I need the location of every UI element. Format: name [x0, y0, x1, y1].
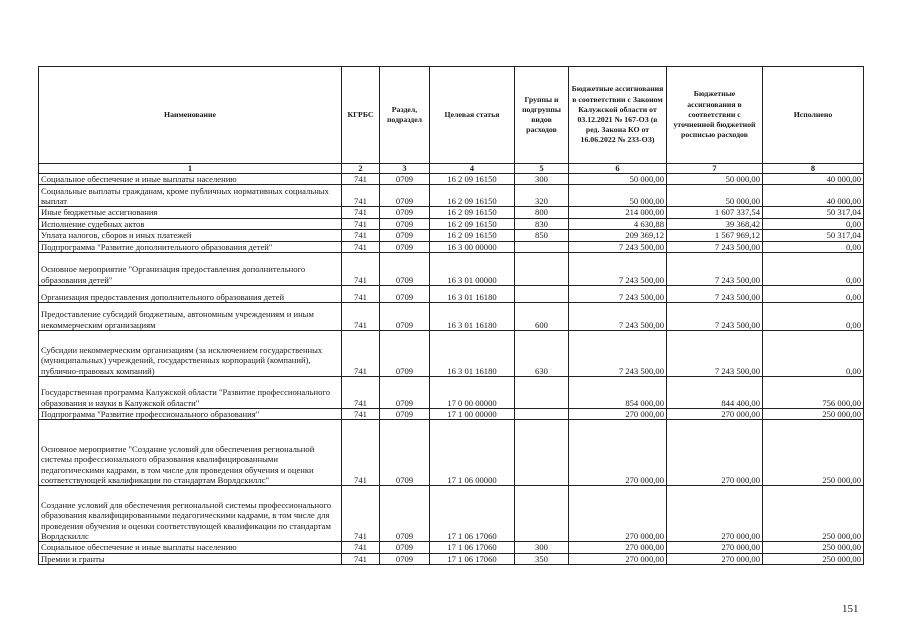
row-executed-amount-cell: 50 317,04 [763, 230, 864, 241]
row-executed-amount-cell: 0,00 [763, 241, 864, 252]
row-target-cell: 16 2 09 16150 [430, 230, 515, 241]
row-refined-amount-cell: 270 000,00 [667, 486, 763, 542]
row-name-cell: Основное мероприятие "Организация предоставления дополнительного образования детей" [39, 253, 342, 286]
row-kgrbs-cell: 741 [342, 286, 380, 303]
row-kgrbs-cell: 741 [342, 553, 380, 564]
row-name-cell: Государственная программа Калужской области "Развитие профессионального образования и науки в Калужской области" [39, 377, 342, 409]
row-section-cell: 0709 [380, 553, 430, 564]
row-executed-amount-cell: 0,00 [763, 286, 864, 303]
row-target-cell: 16 3 01 16180 [430, 286, 515, 303]
row-section-cell: 0709 [380, 420, 430, 486]
row-group-cell: 320 [515, 185, 569, 207]
table-row [39, 174, 864, 185]
row-target-cell: 17 1 06 17060 [430, 553, 515, 564]
table-row [39, 553, 864, 564]
row-law-amount-cell: 7 243 500,00 [569, 241, 667, 252]
table-row [39, 207, 864, 218]
row-name-cell: Подпрограмма "Развитие профессионального образования" [39, 409, 342, 420]
row-name-cell: Создание условий для обеспечения региональной системы профессионального образования квалифицированными педагогическими кадрами, в том числе для проведения обучения и оценки соответствующей квалификации по стандартам Ворлдскиллс [39, 486, 342, 542]
row-target-cell: 16 3 00 00000 [430, 241, 515, 252]
row-refined-amount-cell: 1 607 337,54 [667, 207, 763, 218]
column-number: 5 [515, 164, 569, 174]
row-target-cell: 17 0 00 00000 [430, 377, 515, 409]
column-number: 1 [39, 164, 342, 174]
row-refined-amount-cell: 270 000,00 [667, 542, 763, 553]
row-refined-amount-cell: 1 567 969,12 [667, 230, 763, 241]
row-law-amount-cell: 270 000,00 [569, 553, 667, 564]
row-kgrbs-cell: 741 [342, 253, 380, 286]
row-name-cell: Уплата налогов, сборов и иных платежей [39, 230, 342, 241]
row-name-cell: Социальное обеспечение и иные выплаты населению [39, 542, 342, 553]
row-law-amount-cell: 270 000,00 [569, 420, 667, 486]
row-executed-amount-cell: 0,00 [763, 218, 864, 229]
row-target-cell: 16 2 09 16150 [430, 207, 515, 218]
row-group-cell: 350 [515, 553, 569, 564]
row-kgrbs-cell: 741 [342, 174, 380, 185]
table-row [39, 486, 864, 542]
row-section-cell: 0709 [380, 486, 430, 542]
row-group-cell [515, 377, 569, 409]
column-number: 7 [667, 164, 763, 174]
row-kgrbs-cell: 741 [342, 185, 380, 207]
row-section-cell: 0709 [380, 377, 430, 409]
row-section-cell: 0709 [380, 331, 430, 377]
row-kgrbs-cell: 741 [342, 303, 380, 331]
row-kgrbs-cell: 741 [342, 241, 380, 252]
table-header-row [39, 67, 864, 164]
row-executed-amount-cell: 756 000,00 [763, 377, 864, 409]
row-executed-amount-cell: 250 000,00 [763, 409, 864, 420]
budget-table [38, 66, 864, 565]
row-group-cell: 830 [515, 218, 569, 229]
row-kgrbs-cell: 741 [342, 377, 380, 409]
row-section-cell: 0709 [380, 174, 430, 185]
row-name-cell: Премии и гранты [39, 553, 342, 564]
row-kgrbs-cell: 741 [342, 207, 380, 218]
row-target-cell: 17 1 06 17060 [430, 542, 515, 553]
row-group-cell [515, 253, 569, 286]
row-executed-amount-cell: 40 000,00 [763, 174, 864, 185]
row-executed-amount-cell: 250 000,00 [763, 542, 864, 553]
row-law-amount-cell: 209 369,12 [569, 230, 667, 241]
page-number: 151 [842, 603, 859, 615]
row-kgrbs-cell: 741 [342, 331, 380, 377]
column-number: 2 [342, 164, 380, 174]
table-row [39, 286, 864, 303]
row-refined-amount-cell: 50 000,00 [667, 185, 763, 207]
row-section-cell: 0709 [380, 409, 430, 420]
row-law-amount-cell: 214 000,00 [569, 207, 667, 218]
row-executed-amount-cell: 250 000,00 [763, 420, 864, 486]
row-group-cell [515, 286, 569, 303]
row-law-amount-cell: 270 000,00 [569, 409, 667, 420]
row-executed-amount-cell: 50 317,04 [763, 207, 864, 218]
row-refined-amount-cell: 7 243 500,00 [667, 241, 763, 252]
header-section: Раздел, подраздел [380, 67, 430, 164]
row-law-amount-cell: 270 000,00 [569, 486, 667, 542]
row-group-cell: 850 [515, 230, 569, 241]
row-refined-amount-cell: 270 000,00 [667, 409, 763, 420]
row-target-cell: 16 2 09 16150 [430, 174, 515, 185]
row-group-cell: 300 [515, 174, 569, 185]
row-kgrbs-cell: 741 [342, 409, 380, 420]
column-number: 8 [763, 164, 864, 174]
table-row [39, 542, 864, 553]
row-law-amount-cell: 7 243 500,00 [569, 303, 667, 331]
row-executed-amount-cell: 0,00 [763, 331, 864, 377]
row-group-cell [515, 241, 569, 252]
row-name-cell: Социальное обеспечение и иные выплаты населению [39, 174, 342, 185]
row-section-cell: 0709 [380, 230, 430, 241]
row-kgrbs-cell: 741 [342, 542, 380, 553]
row-law-amount-cell: 50 000,00 [569, 185, 667, 207]
row-refined-amount-cell: 7 243 500,00 [667, 253, 763, 286]
row-group-cell [515, 486, 569, 542]
row-law-amount-cell: 7 243 500,00 [569, 331, 667, 377]
table-row [39, 303, 864, 331]
row-law-amount-cell: 50 000,00 [569, 174, 667, 185]
row-section-cell: 0709 [380, 185, 430, 207]
row-name-cell: Иные бюджетные ассигнования [39, 207, 342, 218]
header-name: Наименование [39, 67, 342, 164]
row-refined-amount-cell: 7 243 500,00 [667, 303, 763, 331]
row-refined-amount-cell: 844 400,00 [667, 377, 763, 409]
row-target-cell: 17 1 06 17060 [430, 486, 515, 542]
column-number: 4 [430, 164, 515, 174]
row-kgrbs-cell: 741 [342, 230, 380, 241]
row-kgrbs-cell: 741 [342, 218, 380, 229]
row-target-cell: 17 1 06 00000 [430, 420, 515, 486]
row-kgrbs-cell: 741 [342, 420, 380, 486]
row-executed-amount-cell: 0,00 [763, 303, 864, 331]
row-target-cell: 16 3 01 16180 [430, 303, 515, 331]
row-target-cell: 17 1 00 00000 [430, 409, 515, 420]
row-group-cell [515, 409, 569, 420]
table-row [39, 377, 864, 409]
header-target: Целевая статья [430, 67, 515, 164]
row-refined-amount-cell: 7 243 500,00 [667, 331, 763, 377]
header-groups: Группы и подгруппы видов расходов [515, 67, 569, 164]
table-row [39, 230, 864, 241]
row-kgrbs-cell: 741 [342, 486, 380, 542]
row-group-cell: 300 [515, 542, 569, 553]
row-target-cell: 16 3 01 16180 [430, 331, 515, 377]
table-row [39, 218, 864, 229]
row-name-cell: Исполнение судебных актов [39, 218, 342, 229]
row-law-amount-cell: 7 243 500,00 [569, 286, 667, 303]
row-name-cell: Предоставление субсидий бюджетным, автономным учреждениям и иным некоммерческим организациям [39, 303, 342, 331]
row-section-cell: 0709 [380, 241, 430, 252]
row-name-cell: Социальные выплаты гражданам, кроме публичных нормативных социальных выплат [39, 185, 342, 207]
row-name-cell: Основное мероприятие "Создание условий для обеспечения региональной системы профессионального образования квалифицированными педагогическими кадрами, в том числе для проведения обучения и оценки соответствующей квалификации по стандартам Ворлдскиллс" [39, 420, 342, 486]
row-law-amount-cell: 7 243 500,00 [569, 253, 667, 286]
row-refined-amount-cell: 39 368,42 [667, 218, 763, 229]
table-row [39, 241, 864, 252]
table-row [39, 331, 864, 377]
row-section-cell: 0709 [380, 207, 430, 218]
row-section-cell: 0709 [380, 542, 430, 553]
row-law-amount-cell: 4 630,88 [569, 218, 667, 229]
row-group-cell: 800 [515, 207, 569, 218]
row-section-cell: 0709 [380, 218, 430, 229]
table-row [39, 253, 864, 286]
table-row [39, 185, 864, 207]
row-target-cell: 16 3 01 00000 [430, 253, 515, 286]
row-group-cell: 600 [515, 303, 569, 331]
row-refined-amount-cell: 50 000,00 [667, 174, 763, 185]
row-refined-amount-cell: 270 000,00 [667, 420, 763, 486]
row-law-amount-cell: 270 000,00 [569, 542, 667, 553]
header-law: Бюджетные ассигнования в соответствии с Законом Калужской области от 03.12.2021 № 167-ОЗ (в ред. Закона КО от 16.06.2022 № 233-ОЗ) [569, 67, 667, 164]
header-kgrbs: КГРБС [342, 67, 380, 164]
row-name-cell: Подпрограмма "Развитие дополнительного образования детей" [39, 241, 342, 252]
row-law-amount-cell: 854 000,00 [569, 377, 667, 409]
table-row [39, 420, 864, 486]
row-target-cell: 16 2 09 16150 [430, 185, 515, 207]
header-executed: Исполнено [763, 67, 864, 164]
row-name-cell: Субсидии некоммерческим организациям (за исключением государственных (муниципальных) учреждений, государственных корпораций (компаний), публично-правовых компаний) [39, 331, 342, 377]
row-refined-amount-cell: 270 000,00 [667, 553, 763, 564]
table-row [39, 409, 864, 420]
row-executed-amount-cell: 40 000,00 [763, 185, 864, 207]
header-refined: Бюджетные ассигнования в соответствии с уточненной бюджетной росписью расходов [667, 67, 763, 164]
row-section-cell: 0709 [380, 253, 430, 286]
column-number: 6 [569, 164, 667, 174]
row-group-cell [515, 420, 569, 486]
column-number-row [39, 164, 864, 174]
row-executed-amount-cell: 250 000,00 [763, 486, 864, 542]
row-section-cell: 0709 [380, 303, 430, 331]
row-executed-amount-cell: 250 000,00 [763, 553, 864, 564]
column-number: 3 [380, 164, 430, 174]
row-executed-amount-cell: 0,00 [763, 253, 864, 286]
row-name-cell: Организация предоставления дополнительного образования детей [39, 286, 342, 303]
budget-table-sheet [38, 66, 863, 565]
row-section-cell: 0709 [380, 286, 430, 303]
row-refined-amount-cell: 7 243 500,00 [667, 286, 763, 303]
row-target-cell: 16 2 09 16150 [430, 218, 515, 229]
row-group-cell: 630 [515, 331, 569, 377]
